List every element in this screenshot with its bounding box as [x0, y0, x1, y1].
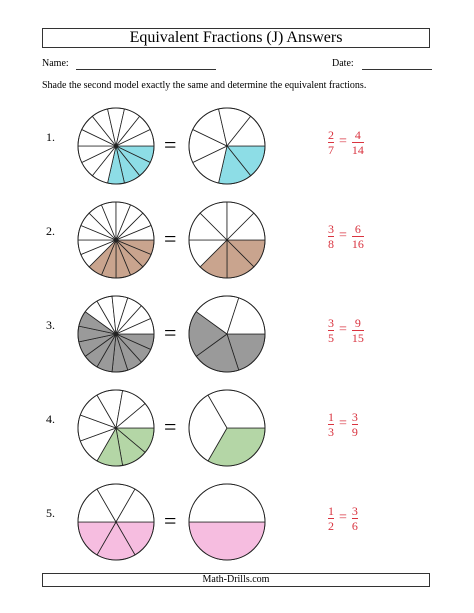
footer-text: Math-Drills.com: [42, 573, 430, 587]
left-fraction-circle: [76, 388, 156, 468]
answer-fraction-right: [352, 129, 364, 156]
equivalent-fractions-answer: [328, 122, 408, 162]
name-field-line: [76, 69, 216, 70]
name-date-row: [42, 56, 432, 72]
equivalent-fractions-answer: [328, 498, 408, 538]
answer-equals-sign: =: [339, 134, 347, 149]
answer-fraction-right: [352, 317, 364, 344]
denominator: 5: [328, 330, 334, 345]
unshaded-slice: [189, 484, 265, 522]
right-fraction-circle: [187, 482, 267, 562]
page-title: Equivalent Fractions (J) Answers: [42, 28, 430, 48]
answer-fraction-right: [352, 505, 358, 532]
answer-equals-sign: =: [339, 416, 347, 431]
problem-number: 2.: [46, 224, 55, 238]
denominator: 2: [328, 518, 334, 533]
answer-fraction-left: [328, 223, 334, 250]
left-fraction-circle: [76, 106, 156, 186]
numerator: 9: [354, 315, 361, 330]
denominator: 3: [328, 424, 334, 439]
problem-number: 1.: [46, 130, 55, 144]
shaded-slice: [189, 522, 265, 560]
left-fraction-circle: [76, 200, 156, 280]
answer-fraction-left: [328, 317, 334, 344]
numerator: 1: [328, 503, 334, 518]
problem-number: 4.: [46, 412, 55, 426]
numerator: 3: [328, 221, 334, 236]
denominator: 14: [351, 142, 364, 157]
denominator: 9: [351, 424, 358, 439]
numerator: 1: [328, 409, 334, 424]
answer-equals-sign: =: [339, 322, 347, 337]
name-label: Name:: [42, 58, 69, 69]
equals-sign: =: [164, 508, 177, 533]
numerator: 3: [328, 315, 334, 330]
left-fraction-circle: [76, 294, 156, 374]
answer-equals-sign: =: [339, 228, 347, 243]
problem-number: 5.: [46, 506, 55, 520]
denominator: 6: [351, 518, 358, 533]
right-fraction-circle: [187, 294, 267, 374]
equivalent-fractions-answer: [328, 404, 408, 444]
numerator: 6: [354, 221, 361, 236]
denominator: 15: [351, 330, 364, 345]
answer-fraction-right: [352, 411, 358, 438]
equivalent-fractions-answer: [328, 216, 408, 256]
denominator: 16: [351, 236, 364, 251]
answer-fraction-right: [352, 223, 364, 250]
right-fraction-circle: [187, 200, 267, 280]
equals-sign: =: [164, 226, 177, 251]
numerator: 2: [328, 127, 334, 142]
equals-sign: =: [164, 132, 177, 157]
numerator: 4: [354, 127, 361, 142]
instructions: Shade the second model exactly the same and determine the equivalent fractions.: [42, 80, 367, 91]
left-fraction-circle: [76, 482, 156, 562]
numerator: 3: [351, 503, 358, 518]
answer-fraction-left: [328, 505, 334, 532]
date-field-line: [362, 69, 432, 70]
denominator: 7: [328, 142, 334, 157]
equals-sign: =: [164, 414, 177, 439]
equals-sign: =: [164, 320, 177, 345]
date-label: Date:: [332, 58, 354, 69]
equivalent-fractions-answer: [328, 310, 408, 350]
right-fraction-circle: [187, 106, 267, 186]
answer-equals-sign: =: [339, 510, 347, 525]
answer-fraction-left: [328, 129, 334, 156]
denominator: 8: [328, 236, 334, 251]
numerator: 3: [351, 409, 358, 424]
right-fraction-circle: [187, 388, 267, 468]
answer-fraction-left: [328, 411, 334, 438]
problem-number: 3.: [46, 318, 55, 332]
